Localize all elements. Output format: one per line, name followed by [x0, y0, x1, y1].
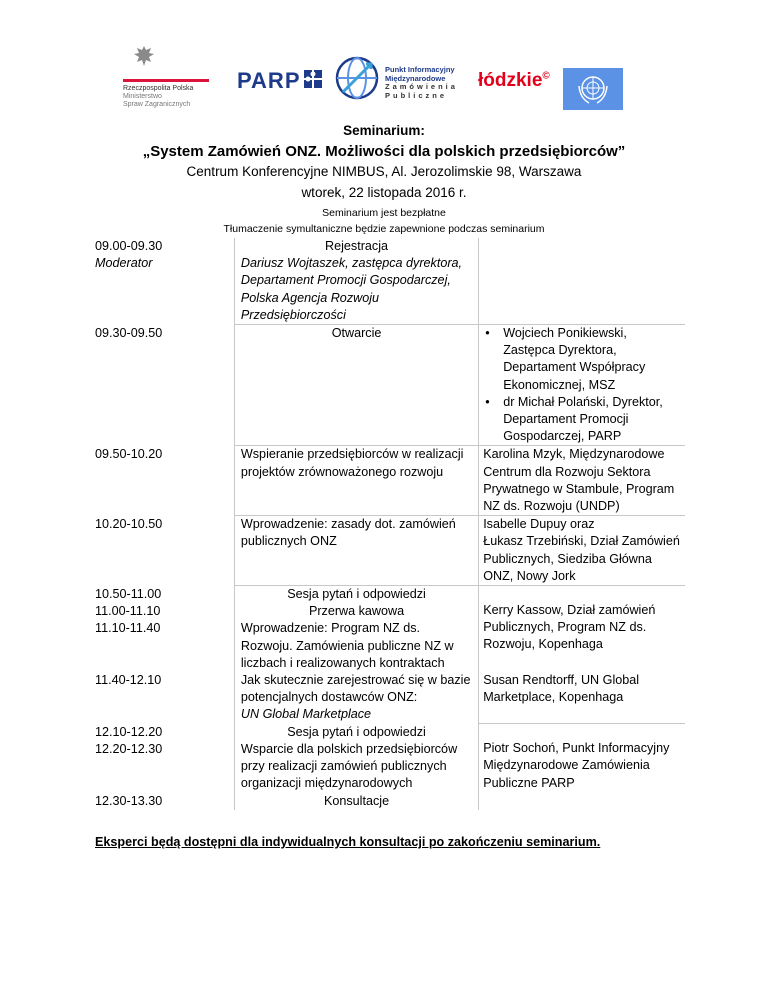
- logo-strip: [95, 40, 655, 120]
- seminar-header: [0, 118, 768, 235]
- time-cell: [95, 586, 234, 673]
- topic-cell: [234, 238, 478, 325]
- ministry-logo: [123, 44, 223, 109]
- parp-logo: PARP: [237, 68, 301, 93]
- time-slot: 11.00-11.10: [95, 603, 161, 618]
- topic-cell: [234, 724, 478, 793]
- time-slot: 10.50-11.00: [95, 586, 162, 601]
- punkt-informacyjny-logo: [385, 66, 458, 100]
- topic-text: Sesja pytań i odpowiedzi: [287, 587, 426, 602]
- consultation-note: Eksperci będą dostępni dla indywidualnych konsultacji po zakończeniu seminarium.: [95, 835, 601, 849]
- time-cell: [95, 516, 234, 586]
- topic-cell: [234, 672, 478, 724]
- topic-text: UN Global Marketplace: [240, 707, 372, 722]
- schedule-row: [95, 238, 685, 325]
- time-cell: [95, 724, 234, 793]
- topic-text: Sesja pytań i odpowiedzi: [287, 724, 426, 739]
- speaker-text: Łukasz Trzebiński, Dział Zamówień Publicznych, Siedziba Główna ONZ, Nowy Jork: [483, 534, 680, 583]
- time-slot: 09.00-09.30: [95, 239, 163, 253]
- topic-cell: [234, 793, 478, 810]
- topic-text: Wprowadzenie: Program NZ ds. Rozwoju. Zamówienia publiczne NZ w liczbach i realizowanych kontraktach: [240, 621, 454, 670]
- polish-eagle-icon: [133, 44, 155, 68]
- time-cell: [95, 672, 234, 724]
- time-cell: [95, 793, 234, 810]
- speaker-text: Susan Rendtorff, UN Global Marketplace, Kopenhaga: [483, 673, 640, 705]
- speaker-item: • dr Michał Polański, Dyrektor, Departament Promocji Gospodarczej, PARP: [483, 394, 681, 446]
- topic-text: Wsparcie dla polskich przedsiębiorców przy realizacji zamówień publicznych organizacji międzynarodowych: [240, 741, 458, 791]
- seminar-translation-note: Tłumaczenie symultaniczne będzie zapewnione podczas seminarium: [223, 223, 545, 235]
- lodzkie-logo: [478, 70, 550, 92]
- ministry-line-3: Spraw Zagranicznych: [123, 101, 191, 108]
- ministry-red-line: [123, 79, 209, 82]
- time-slot: 12.30-13.30: [95, 793, 163, 808]
- time-slot: 12.10-12.20: [95, 724, 163, 739]
- puzzle-icon: [300, 66, 326, 92]
- seminar-title: „System Zamówień ONZ. Możliwości dla polskich przedsiębiorców”: [142, 143, 626, 160]
- topic-cell: [234, 586, 478, 673]
- schedule-row: [95, 586, 685, 673]
- topic-text: Konsultacje: [323, 793, 390, 808]
- topic-text: Przerwa kawowa: [308, 604, 405, 619]
- pi-line-4: Publiczne: [385, 90, 448, 100]
- speaker-text: Piotr Sochoń, Punkt Informacyjny Międzynarodowe Zamówienia Publiczne PARP: [483, 741, 670, 790]
- time-slot: 11.10-11.40: [95, 620, 161, 635]
- pi-line-2: Międzynarodowe: [385, 73, 446, 83]
- speaker-cell: [479, 325, 685, 446]
- seminar-label: Seminarium:: [343, 123, 425, 138]
- globe-icon: [333, 54, 381, 102]
- topic-text: Jak skutecznie zarejestrować się w bazie potencjalnych dostawców ONZ:: [240, 673, 471, 705]
- topic-text: Rejestracja: [325, 239, 389, 253]
- schedule-row: [95, 793, 685, 810]
- time-slot: 10.20-10.50: [95, 516, 163, 531]
- pi-line-3: Zamówienia: [385, 82, 458, 91]
- ministry-line-1: Rzeczpospolita Polska: [123, 85, 194, 92]
- ministry-line-2: Ministerstwo: [123, 93, 162, 100]
- speaker-cell: [479, 446, 685, 516]
- seminar-venue: Centrum Konferencyjne NIMBUS, Al. Jerozolimskie 98, Warszawa: [186, 164, 582, 179]
- speaker-item: • Wojciech Ponikiewski, Zastępca Dyrektora, Departament Współpracy Ekonomicznej, MSZ: [483, 325, 681, 394]
- time-cell: [95, 446, 234, 516]
- speaker-cell: [479, 724, 685, 793]
- speaker-cell: [479, 672, 685, 724]
- seminar-date: wtorek, 22 listopada 2016 r.: [301, 185, 467, 200]
- topic-text: Wspieranie przedsiębiorców w realizacji projektów zrównoważonego rozwoju: [240, 447, 464, 479]
- time-cell: [95, 325, 234, 446]
- pi-line-1: Punkt Informacyjny: [385, 65, 455, 74]
- topic-cell: [234, 446, 478, 516]
- speaker-text: Kerry Kassow, Dział zamówień Publicznych, Program NZ ds. Rozwoju, Kopenhaga: [483, 603, 656, 652]
- topic-cell: [234, 325, 478, 446]
- speaker-text: Karolina Mzyk, Międzynarodowe Centrum dla Rozwoju Sektora Prywatnego w Stambule, Program NZ ds. Rozwoju (UNDP): [483, 447, 675, 514]
- time-slot: 09.30-09.50: [95, 325, 163, 340]
- schedule-row: [95, 446, 685, 516]
- time-slot: 12.20-12.30: [95, 741, 163, 756]
- schedule-row: [95, 672, 685, 724]
- time-slot: 09.50-10.20: [95, 446, 163, 461]
- moderator-name: Dariusz Wojtaszek, zastępca dyrektora, Departament Promocji Gospodarczej, Polska Agencja Rozwoju Przedsiębiorczości: [240, 256, 463, 322]
- topic-text: Otwarcie: [331, 326, 382, 341]
- lodzkie-text: łódzkie: [478, 70, 543, 91]
- schedule-row: [95, 325, 685, 446]
- speaker-cell: [479, 238, 685, 325]
- speaker-cell: [479, 586, 685, 673]
- un-logo: [563, 68, 623, 110]
- time-slot: 11.40-12.10: [95, 673, 162, 688]
- speaker-cell: [479, 516, 685, 586]
- schedule-table: [95, 238, 685, 810]
- schedule-row: [95, 516, 685, 586]
- topic-cell: [234, 516, 478, 586]
- speaker-text: Isabelle Dupuy oraz: [483, 517, 595, 532]
- topic-text: Wprowadzenie: zasady dot. zamówień publicznych ONZ: [240, 517, 456, 549]
- time-cell: [95, 238, 234, 325]
- moderator-label: Moderator: [95, 256, 153, 271]
- speaker-list: [483, 325, 681, 445]
- speaker-cell: [479, 793, 685, 810]
- un-emblem-icon: [575, 72, 611, 106]
- seminar-free-note: Seminarium jest bezpłatne: [322, 207, 446, 219]
- lodzkie-mark: ©: [542, 70, 550, 82]
- schedule-row: [95, 724, 685, 793]
